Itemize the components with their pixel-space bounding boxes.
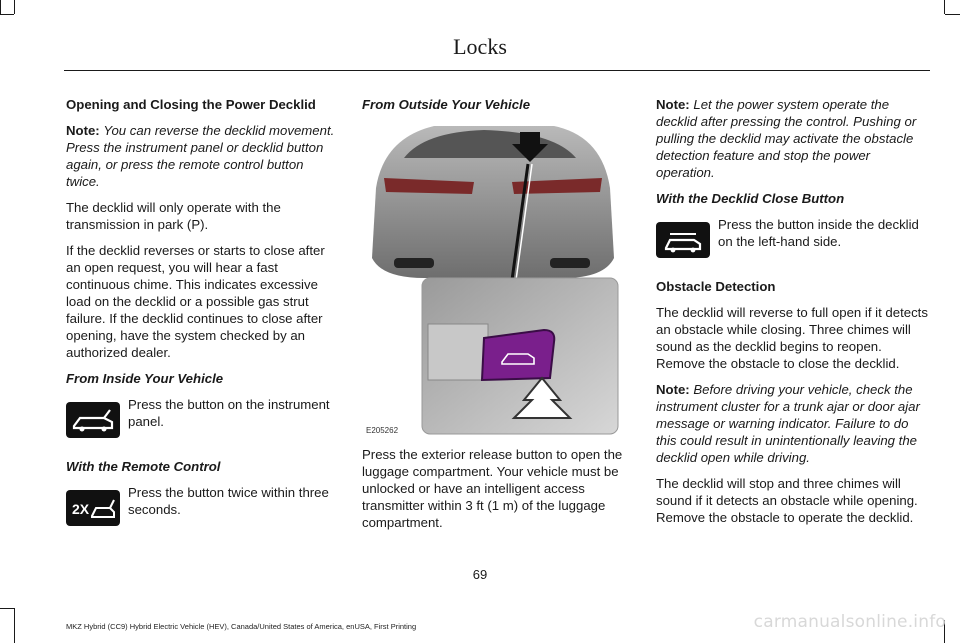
column-3 (656, 96, 928, 535)
trunk-open-icon (66, 402, 120, 438)
note-text: You can reverse the decklid movement. Press the instrument panel or decklid button again, or press the remote control button twice. (66, 123, 335, 189)
subheading-outside: From Outside Your Vehicle (362, 97, 531, 112)
page-number: 69 (472, 567, 488, 582)
header-rule (64, 70, 930, 71)
column-1 (66, 96, 338, 546)
instruction-inside (66, 396, 338, 446)
note (656, 96, 928, 181)
page-title: Locks (453, 34, 507, 59)
note-text: Before driving your vehicle, check the instrument cluster for a trunk ajar or door ajar message or warning indicator. Failure to do this could result in unintentionally leaving the decklid open while driving. (656, 382, 920, 465)
note-label: Note: (66, 123, 100, 138)
subheading-remote: With the Remote Control (66, 459, 221, 474)
footer-text: MKZ Hybrid (CC9) Hybrid Electric Vehicle (HEV), Canada/United States of America, enUSA, First Printing (66, 622, 417, 631)
instruction-remote (66, 484, 338, 534)
trunk-close-icon (656, 222, 710, 258)
note-text: Let the power system operate the decklid after pressing the control. Pushing or pulling the decklid may activate the obstacle detection feature and stop the power operation. (656, 97, 917, 180)
section-heading: Opening and Closing the Power Decklid (66, 97, 316, 112)
crop-mark (0, 0, 1, 14)
note-label: Note: (656, 382, 690, 397)
note-label: Note: (656, 97, 690, 112)
watermark: carmanualsonline.info (753, 612, 946, 632)
subheading-close-button: With the Decklid Close Button (656, 191, 845, 206)
note (66, 122, 338, 190)
crop-mark (944, 0, 945, 14)
crop-mark (14, 608, 15, 643)
paragraph: The decklid will reverse to full open if it detects an obstacle while closing. Three chimes will sound as the decklid begins to reopen. Remove the obstacle to close the decklid. (656, 305, 928, 371)
figure-caption: E205262 (366, 426, 399, 435)
paragraph: The decklid will stop and three chimes will sound if it detects an obstacle while opening. Remove the obstacle to operate the decklid. (656, 476, 918, 525)
paragraph: Press the exterior release button to open the luggage compartment. Your vehicle must be unlocked or have an intelligent access transmitter within 3 ft (1 m) of the luggage compartment. (362, 447, 623, 530)
instruction-text: Press the button inside the decklid on the left-hand side. (718, 217, 919, 249)
column-2-body (362, 446, 632, 540)
instruction-text: Press the button on the instrument panel. (128, 397, 330, 429)
crop-mark (0, 14, 14, 15)
subheading-inside: From Inside Your Vehicle (66, 371, 224, 386)
crop-mark (0, 608, 14, 609)
section-heading-obstacle: Obstacle Detection (656, 279, 776, 294)
crop-mark (14, 0, 15, 14)
paragraph: The decklid will only operate with the transmission in park (P). (66, 200, 281, 232)
instruction-text: Press the button twice within three seconds. (128, 485, 329, 517)
crop-mark (945, 14, 960, 15)
instruction-close (656, 216, 928, 266)
icon-label: 2X (72, 501, 90, 517)
remote-2x-trunk-icon (66, 490, 120, 526)
exterior-release-illustration (364, 118, 622, 438)
note (656, 381, 928, 466)
paragraph: If the decklid reverses or starts to close after an open request, you will hear a fast continuous chime. This indicates excessive load on the decklid or a possible gas strut failure. If the decklid continues to close after opening, have the system checked by an authorized dealer. (66, 243, 325, 360)
